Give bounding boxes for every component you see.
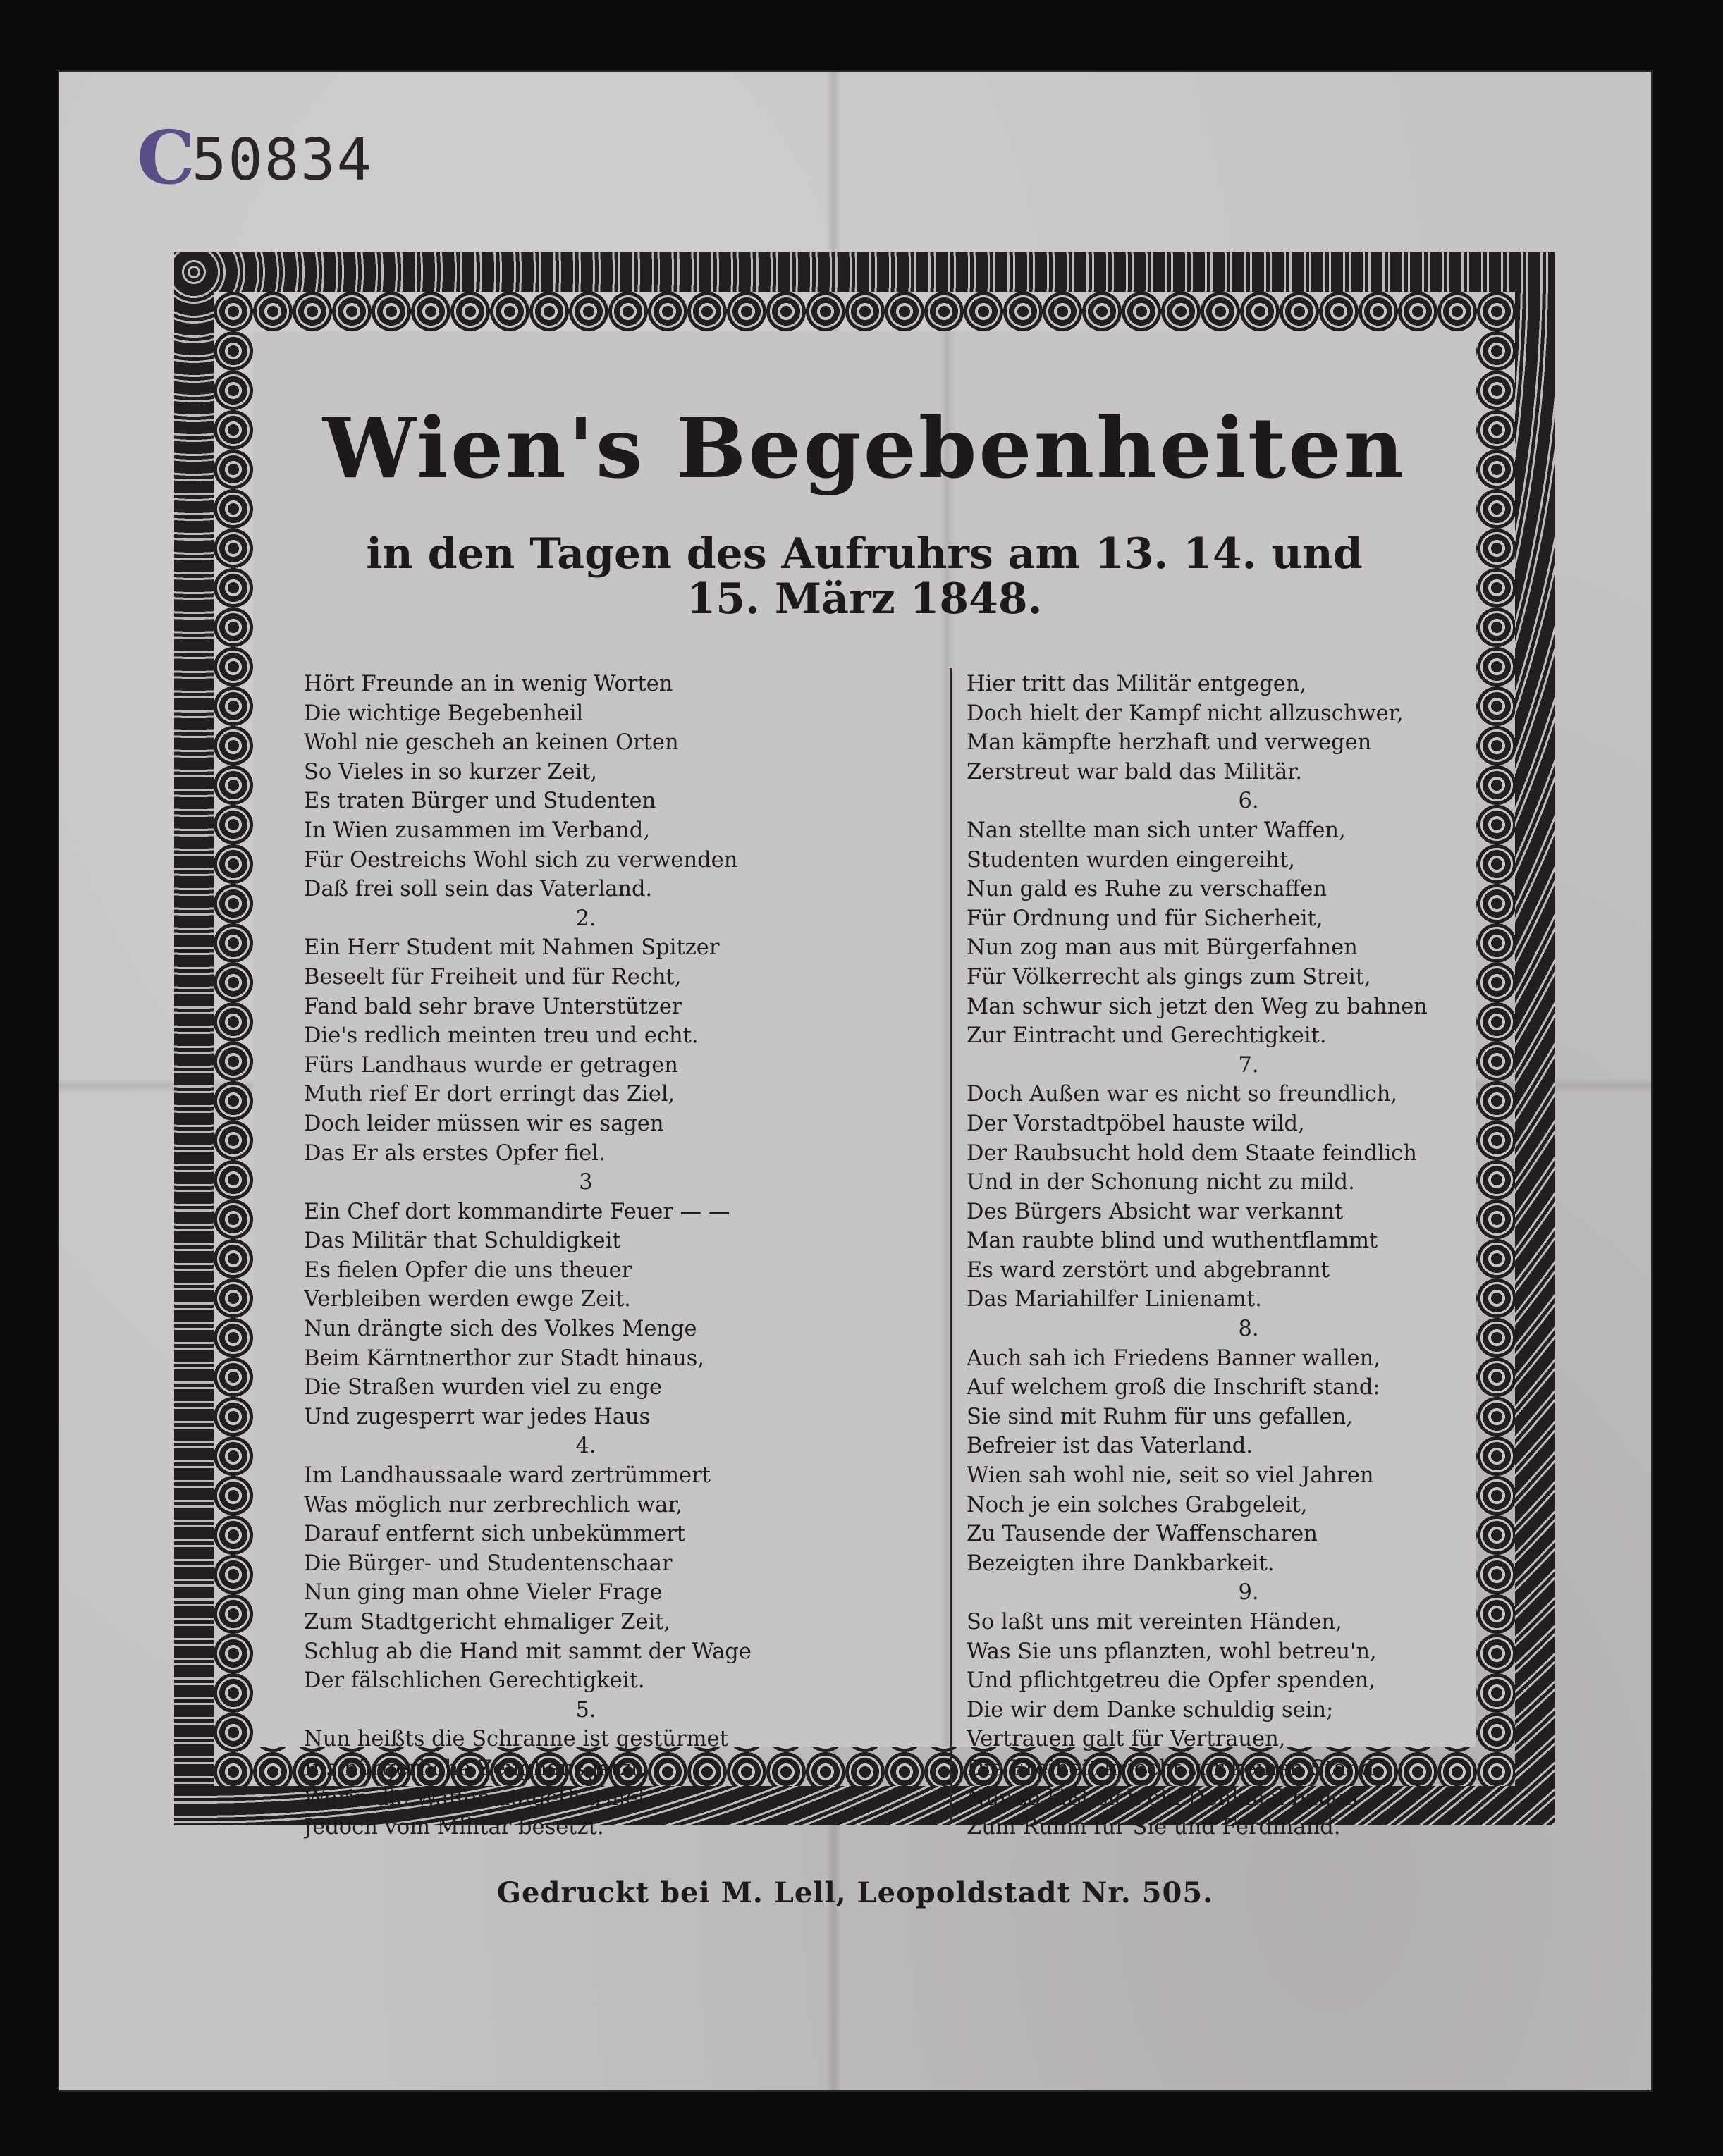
verse-line: Beseelt für Freiheit und für Recht, — [304, 964, 682, 990]
stanza-number: 6. — [1238, 789, 1259, 814]
poem-column-right — [967, 670, 1531, 1842]
verse-line: Zum Ruhm für Sie und Ferdinand. — [967, 1815, 1341, 1840]
verse-line: Hier tritt das Militär entgegen, — [967, 672, 1307, 696]
collection-stamp: C — [137, 114, 195, 201]
verse-line: Der Vorstadtpöbel hauste wild, — [967, 1111, 1305, 1136]
verse-line: Der fälschlichen Gerechtigkeit. — [304, 1668, 645, 1694]
verse-line: Schlug ab die Hand mit sammt der Wage — [304, 1639, 752, 1664]
verse-line: Die Bürger- und Studentenschaar — [304, 1551, 673, 1576]
verse-line: Der Raubsucht hold dem Staate feindlich — [967, 1140, 1417, 1166]
verse-line: Nun gald es Ruhe zu verschaffen — [967, 877, 1327, 902]
verse-line: Ein Chef dort kommandirte Feuer — — — [304, 1199, 730, 1224]
broadsheet-page — [58, 70, 1653, 2092]
verse-line: Sie sind mit Ruhm für uns gefallen, — [967, 1404, 1353, 1429]
verse-line: Im Landhaussaale ward zertrümmert — [304, 1463, 711, 1489]
verse-line: Man kämpfte herzhaft und verwegen — [967, 730, 1372, 756]
verse-line: Doch hielt der Kampf nicht allzuschwer, — [967, 701, 1404, 726]
text-panel — [253, 331, 1476, 1840]
verse-line: Man raubte blind und wuthentflammt — [967, 1228, 1378, 1254]
verse-line: Doch leider müssen wir es sagen — [304, 1111, 664, 1136]
verse-line: Wohl nie gesch⁠eh an keinen Orten — [304, 730, 679, 756]
poem-column-left — [304, 670, 868, 1842]
verse-line: Fand bald sehr brave Unterstützer — [304, 994, 682, 1019]
verse-line: Studenten wurden eingereiht, — [967, 847, 1295, 873]
verse-line: Man schwur sich jetzt den Weg zu bahnen — [967, 994, 1428, 1019]
verse-line: Worin die Waffen aufgethürmet — [304, 1785, 647, 1811]
verse-line: Nun heißts die Schranne ist gestürmet — [304, 1727, 728, 1752]
verse-line: Ins bürgerliche Zeughaus jetzt, — [304, 1756, 646, 1781]
verse-line: Muth rief Er dort erringt das Ziel, — [304, 1082, 675, 1107]
verse-line: Auf welchem groß die Inschrift stand: — [967, 1375, 1380, 1400]
verse-line: Des Bürgers Absicht war verkannt — [967, 1199, 1344, 1224]
verse-line: Was möglich nur zerbrechlich war, — [304, 1492, 683, 1517]
ornamental-border — [174, 252, 1555, 1840]
verse-line: Jedoch vom Militär besetzt. — [304, 1815, 604, 1840]
verse-line: Noch je ein solches Grabgeleit, — [967, 1492, 1308, 1517]
verse-line: Es ward zerstört und abgebrannt — [967, 1257, 1330, 1283]
verse-line: Verbleiben werden ewge Zeit. — [304, 1287, 631, 1312]
verse-line: Hört Freunde an in wenig Worten — [304, 672, 673, 696]
verse-line: Für Völkerrecht als gings zum Streit, — [967, 964, 1371, 990]
verse-line: Nan stellte man sich unter Waffen, — [967, 818, 1346, 843]
catalog-number: 50834 — [192, 127, 373, 194]
printer-imprint: Gedruckt bei M. Lell, Leopoldstadt Nr. 505. — [496, 1876, 1214, 1909]
verse-line: Befreier ist das Vaterland. — [967, 1434, 1253, 1459]
verse-line: Nun zog man aus mit Bürgerfahnen — [967, 935, 1358, 961]
verse-line: Zur Eintracht und Gerechtigkeit. — [967, 1023, 1327, 1049]
verse-line: Für Oestreichs Wohl sich zu verwenden — [304, 847, 738, 873]
verse-line: Auch sah ich Friedens Banner wallen, — [967, 1345, 1380, 1371]
verse-line: Die wichtige Begebenheil — [304, 701, 584, 726]
verse-line: Zu Tausende der Waffenscharen — [967, 1522, 1318, 1547]
stanza-number: 5. — [575, 1697, 596, 1723]
page-title: Wien's Begebenheiten — [322, 399, 1406, 497]
verse-line: Und in der Schonung nicht zu mild. — [967, 1170, 1355, 1195]
verse-line: So laßt uns mit vereinten Händen, — [967, 1610, 1342, 1634]
verse-line: Beim Kärntnerthor zur Stadt hinaus, — [304, 1345, 705, 1371]
verse-line: Die Straßen wurden viel zu enge — [304, 1375, 663, 1400]
verse-line: Fürs Landhaus wurde er getragen — [304, 1052, 678, 1078]
verse-line: Die's redlich meinten treu und echt. — [304, 1023, 699, 1049]
verse-line: In Wien zusammen im Verband, — [304, 818, 650, 843]
verse-line: Bezeigten ihre Dankbarkeit. — [967, 1551, 1275, 1576]
stanza-number: 3 — [579, 1170, 593, 1195]
verse-line: Die Freiheit kriecht vor keinen Stand. — [967, 1756, 1381, 1781]
verse-line: Die wir dem Danke schuldig sein; — [967, 1697, 1334, 1723]
stanza-number: 2. — [575, 906, 596, 931]
verse-line: Es fielen Opfer die uns theuer — [304, 1257, 632, 1283]
verse-line: Darauf entfernt sich unbekümmert — [304, 1522, 686, 1547]
verse-line: Für Ordnung und für Sicherheit, — [967, 906, 1323, 931]
verse-line: Was Sie uns pflanzten, wohl betreu'n, — [967, 1639, 1377, 1664]
verse-line: Ein Herr Student mit Nahmen Spitzer — [304, 935, 720, 961]
verse-line: Doch Außen war es nicht so freundlich, — [967, 1082, 1398, 1107]
verse-line: Nur so läßt sich ein Denkmal bauen — [967, 1785, 1359, 1811]
stanza-number: 7. — [1238, 1052, 1259, 1078]
verse-line: Vertrauen galt für Vertrauen, — [967, 1727, 1286, 1752]
verse-line: Das Mariahilfer Linienamt. — [967, 1287, 1262, 1312]
verse-line: Nun ging man ohne Vieler Frage — [304, 1580, 663, 1606]
verse-line: Es traten Bürger und Studenten — [304, 789, 656, 814]
verse-line: Daß frei soll sein das Vaterland. — [304, 877, 653, 902]
verse-line: Nun drängte sich des Volkes Menge — [304, 1317, 697, 1342]
verse-line: Das Militär that Schuldigkeit — [304, 1228, 621, 1254]
verse-line: So Vieles in so kurzer Zeit, — [304, 759, 598, 784]
verse-line: Zerstreut war bald das Militär. — [967, 759, 1303, 784]
column-divider — [950, 668, 952, 1824]
stanza-number: 9. — [1238, 1580, 1259, 1606]
verse-line: Und zugesperrt war jedes Haus — [304, 1404, 651, 1429]
verse-line: Das Er als erstes Opfer fiel. — [304, 1140, 606, 1166]
stanza-number: 4. — [575, 1434, 596, 1459]
page-subtitle: in den Tagen des Aufruhrs am 13. 14. und 15. März 1848. — [366, 529, 1363, 624]
verse-line: Und pflichtgetreu die Opfer spenden, — [967, 1668, 1375, 1694]
verse-line: Zum Stadtgericht ehmaliger Zeit, — [304, 1610, 671, 1634]
verse-line: Wien sah wohl nie, seit so viel Jahren — [967, 1463, 1374, 1489]
stanza-number: 8. — [1238, 1317, 1259, 1342]
